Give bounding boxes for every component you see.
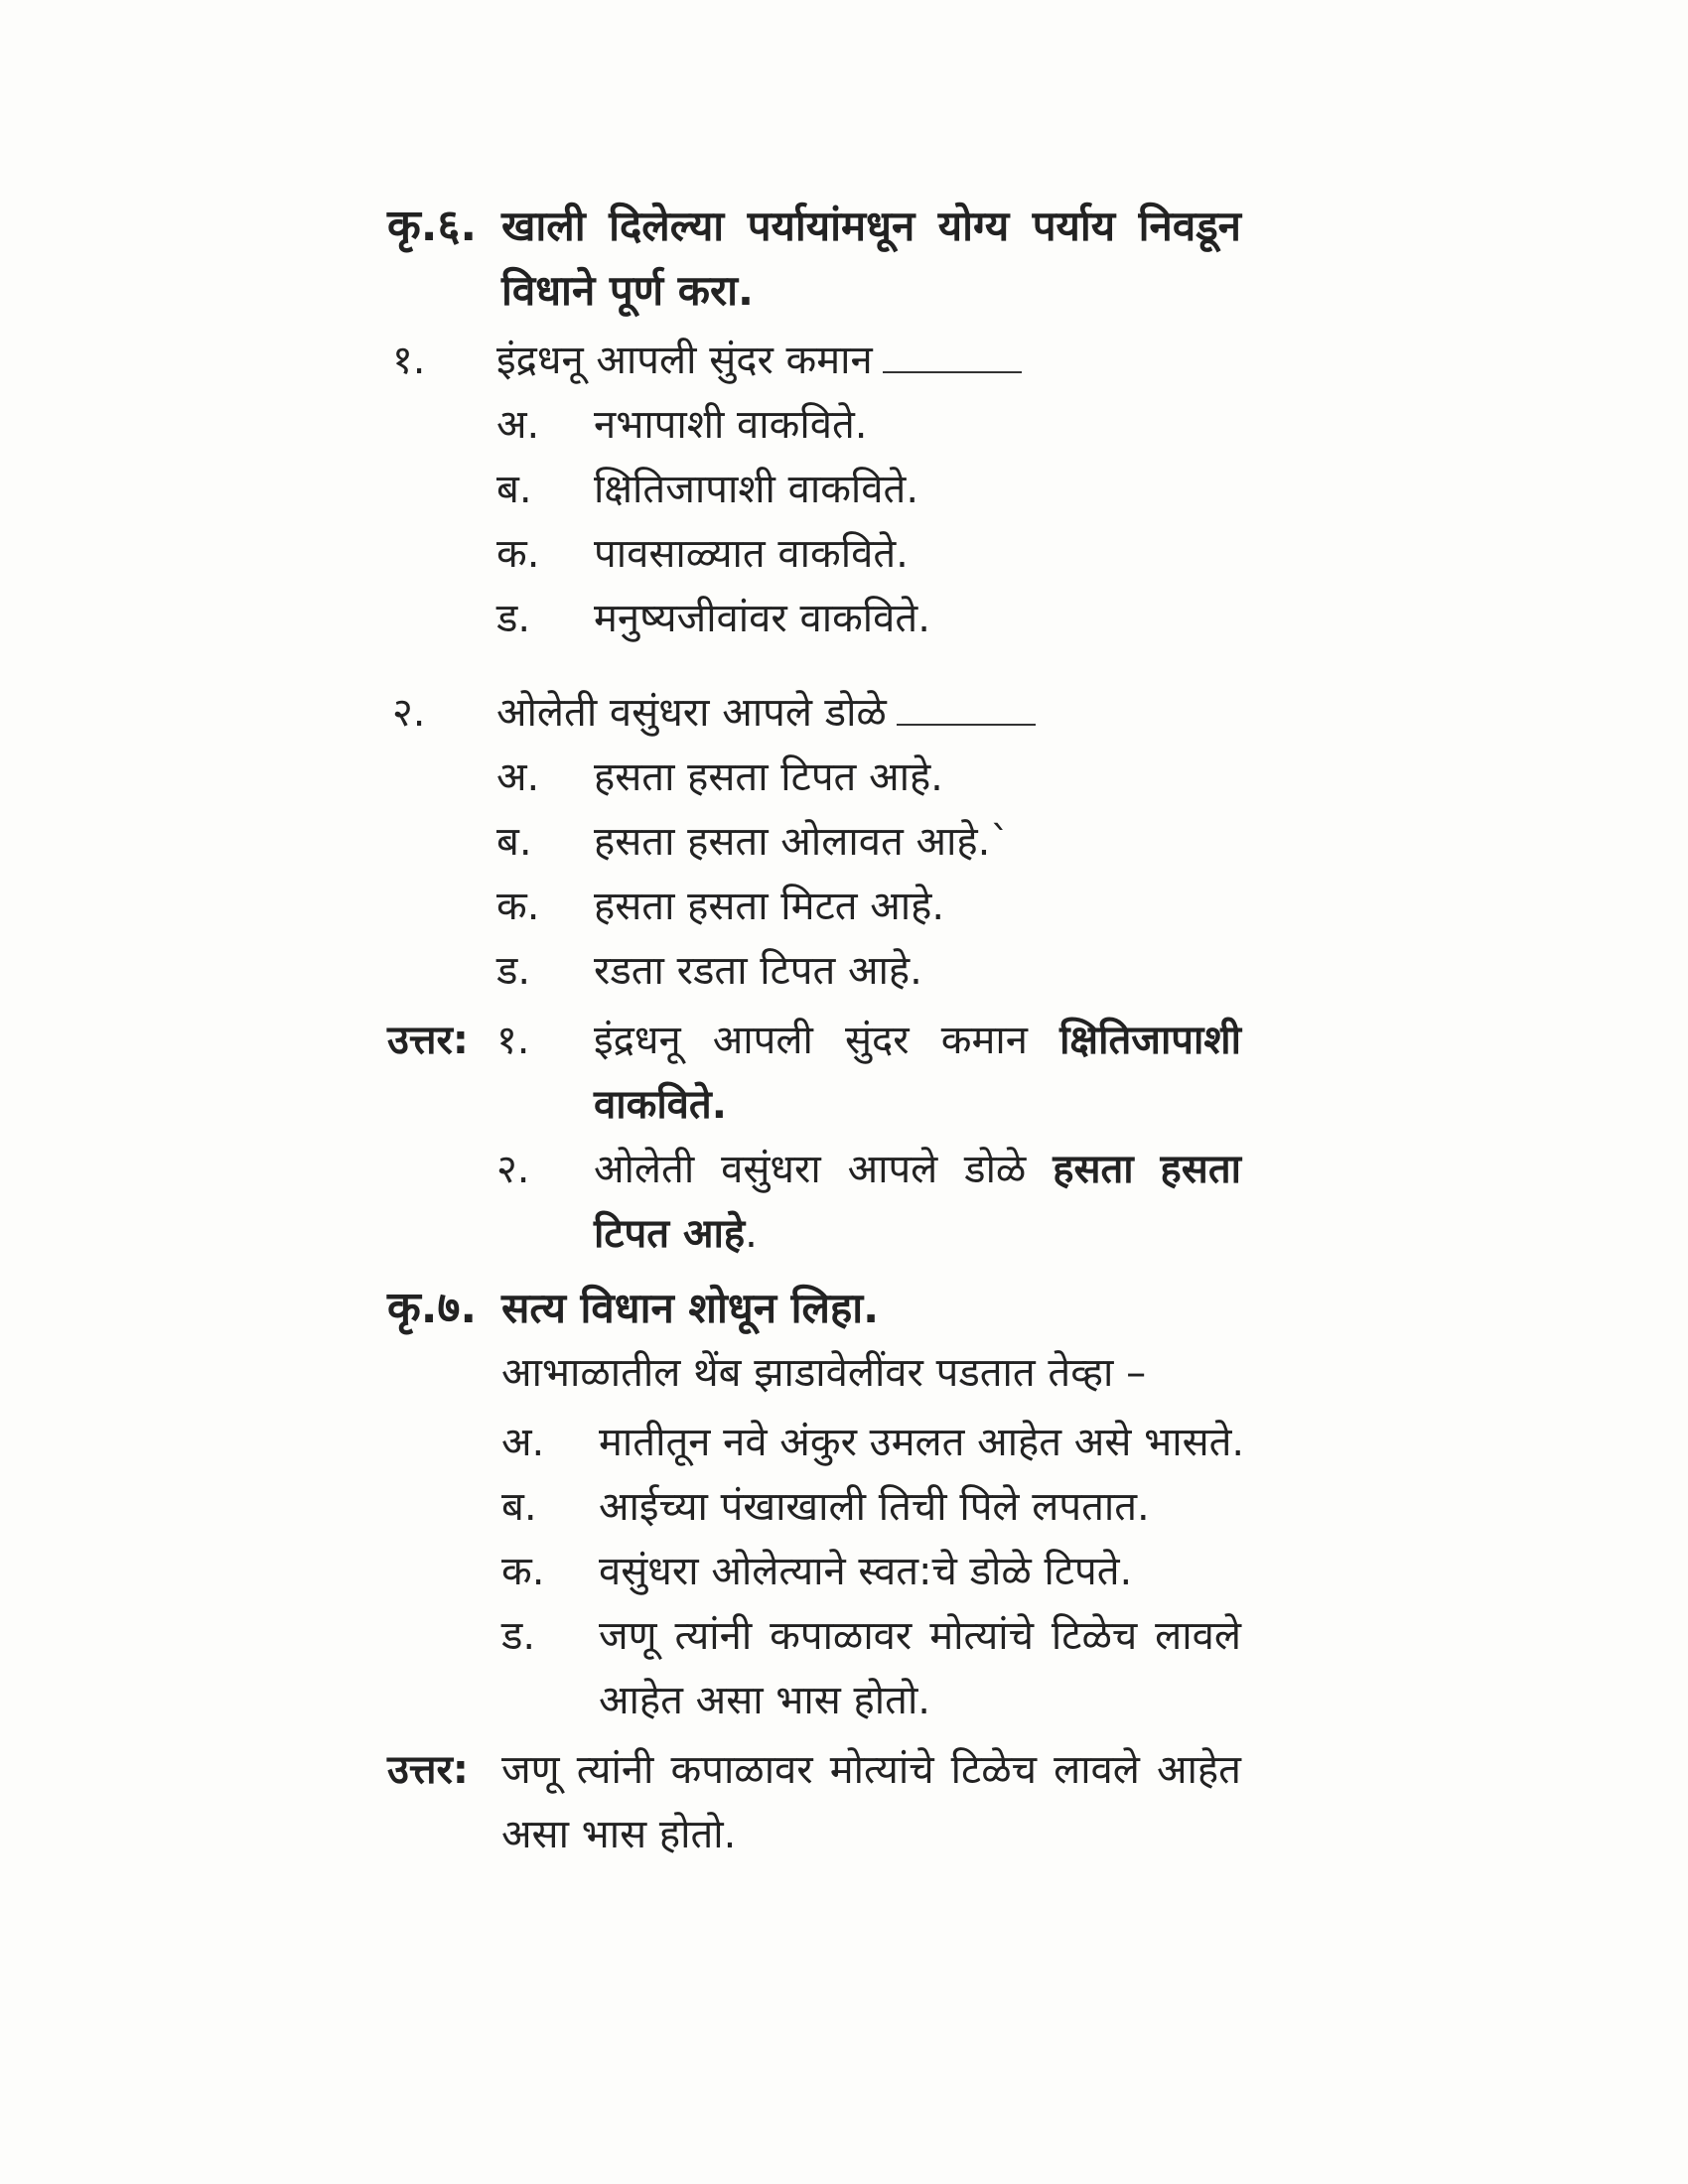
q6-item1-stem xyxy=(496,333,1022,388)
answer-word: कपाळावर xyxy=(670,1747,813,1793)
q7-answer-line1 xyxy=(501,1742,1241,1798)
q6-title-line2: विधाने पूर्ण करा. xyxy=(501,266,754,315)
q7-option-text: मातीतून नवे अंकुर उमलत आहेत असे भासते. xyxy=(599,1420,1245,1465)
q7-option-d-line2: आहेत असा भास होतो. xyxy=(599,1678,931,1723)
q7-option-text: आईच्या पंखाखाली तिची पिले लपतात. xyxy=(599,1484,1150,1530)
q6-item1-option-text: क्षितिजापाशी वाकविते. xyxy=(594,467,919,512)
answer-word: आपली xyxy=(712,1018,813,1063)
answer-word: डोळे xyxy=(964,1147,1027,1192)
answer-bold-word: हसता xyxy=(1160,1147,1241,1192)
q6-item1-option-label: ड. xyxy=(496,596,531,641)
answer-word: कमान xyxy=(940,1018,1028,1063)
q6-answer2-line2 xyxy=(594,1206,758,1262)
q6-item1-option-label: ब. xyxy=(496,467,532,512)
q7-title: सत्य विधान शोधून लिहा. xyxy=(501,1284,880,1332)
q6-title-word: योग्य xyxy=(937,202,1010,250)
answer-word: वसुंधरा xyxy=(721,1147,821,1192)
option-word: मोत्यांचे xyxy=(929,1613,1035,1659)
q6-title-word: पर्याय xyxy=(1032,202,1116,250)
answer-word: मोत्यांचे xyxy=(829,1747,934,1793)
answer-word: आपले xyxy=(847,1147,938,1192)
q7-option-label: ड. xyxy=(501,1613,536,1659)
q7-answer-label: उत्तर: xyxy=(387,1747,469,1793)
answer-word: इंद्रधनू xyxy=(594,1018,681,1063)
q7-stem: आभाळातील थेंब झाडावेलींवर पडतात तेव्हा – xyxy=(501,1350,1147,1396)
option-word: कपाळावर xyxy=(770,1613,913,1659)
answer-word: टिळेच xyxy=(950,1747,1037,1793)
q7-answer-line2: असा भास होतो. xyxy=(501,1812,737,1857)
answer-word: आहेत xyxy=(1157,1747,1241,1793)
q7-option-text: वसुंधरा ओलेत्याने स्वत:चे डोळे टिपते. xyxy=(599,1549,1133,1594)
q6-item2-option-label: अ. xyxy=(496,754,540,800)
q6-item2-stem-text: ओलेती वसुंधरा आपले डोळे xyxy=(496,690,887,736)
answer-word: लावले xyxy=(1054,1747,1140,1793)
answer-blank xyxy=(883,338,1022,373)
q6-item1-option-label: क. xyxy=(496,531,540,577)
q6-item2-option-label: ब. xyxy=(496,819,532,865)
option-word: लावले xyxy=(1155,1613,1241,1659)
q6-title-word: खाली xyxy=(501,202,586,250)
q6-item2-option-label: क. xyxy=(496,884,540,929)
q6-item2-option-text: हसता हसता टिपत आहे. xyxy=(594,754,943,800)
q6-answer1-number: १. xyxy=(496,1018,530,1063)
q6-item2-option-text: हसता हसता मिटत आहे. xyxy=(594,884,945,929)
q7-option-d-line1 xyxy=(599,1608,1241,1664)
option-word: त्यांनी xyxy=(674,1613,753,1659)
option-word: टिळेच xyxy=(1051,1613,1138,1659)
q6-answer1-line1 xyxy=(594,1013,1241,1068)
q6-answer-label: उत्तर: xyxy=(387,1018,469,1063)
q7-option-label: ब. xyxy=(501,1484,537,1530)
q6-item2-option-label: ड. xyxy=(496,948,531,994)
q6-title-word: दिलेल्या xyxy=(609,202,725,250)
q6-item1-option-label: अ. xyxy=(496,402,540,448)
answer-bold-word: हसता xyxy=(1053,1147,1134,1192)
q6-title-word: पर्यायांमधून xyxy=(747,202,915,250)
q7-number: कृ.७. xyxy=(387,1283,478,1333)
q6-item2-stem xyxy=(496,685,1036,741)
answer-bold-text: टिपत आहे xyxy=(594,1211,746,1257)
q6-title-word: निवडून xyxy=(1138,202,1241,250)
q6-item1-number: १. xyxy=(392,338,426,383)
q6-item2-option-text: हसता हसता ओलावत आहे.` xyxy=(594,819,1011,865)
q6-item1-option-text: पावसाळ्यात वाकविते. xyxy=(594,531,909,577)
q6-item2-option-text: रडता रडता टिपत आहे. xyxy=(594,948,922,994)
answer-word: जणू xyxy=(501,1747,560,1793)
q6-title-line1 xyxy=(501,199,1241,254)
q7-option-label: अ. xyxy=(501,1420,545,1465)
answer-end: . xyxy=(745,1211,758,1257)
answer-bold-word: क्षितिजापाशी xyxy=(1059,1018,1241,1063)
q6-answer2-line1 xyxy=(594,1142,1241,1197)
q6-number: कृ.६. xyxy=(387,201,478,251)
q6-item2-number: २. xyxy=(392,690,426,736)
option-word: जणू xyxy=(599,1613,657,1659)
answer-word: सुंदर xyxy=(845,1018,910,1063)
q6-item1-option-text: नभापाशी वाकविते. xyxy=(594,402,868,448)
q6-answer1-line2: वाकविते. xyxy=(594,1082,727,1128)
q6-item1-stem-text: इंद्रधनू आपली सुंदर कमान xyxy=(496,338,873,383)
q6-answer2-number: २. xyxy=(496,1147,530,1192)
q6-item1-option-text: मनुष्यजीवांवर वाकविते. xyxy=(594,596,930,641)
q7-option-label: क. xyxy=(501,1549,545,1594)
answer-blank xyxy=(897,690,1036,726)
answer-word: त्यांनी xyxy=(576,1747,654,1793)
answer-word: ओलेती xyxy=(594,1147,695,1192)
